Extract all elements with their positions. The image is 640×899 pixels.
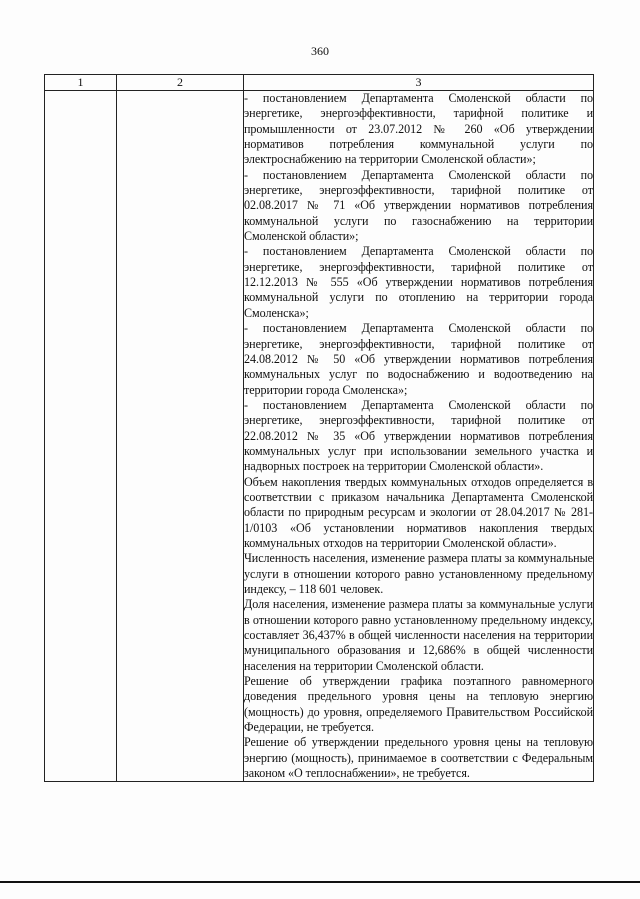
column-header-1: 1 [45,75,117,91]
paragraph-population-count: Численность населения, изменение размера платы за коммунальные услуги в отношении которого равно установленному предельному индексу, – 118 601 человек. [244,551,593,596]
content-cell [244,91,594,782]
column-header-2: 2 [117,75,244,91]
paragraph-heating-norms: - постановлением Департамента Смоленской области по энергетике, энергоэффективности, тарифной политике от 12.12.2013 № 555 «Об утверждении нормативов потребления коммунальной услуги по отоплению на территории города Смоленска»; [244,244,593,320]
bottom-rule [0,881,640,883]
page-number: 360 [311,44,329,58]
column-header-3: 3 [244,75,594,91]
paragraph-heat-price-schedule: Решение об утверждении графика поэтапного равномерного доведения предельного уровня цены на тепловую энергию (мощность) до уровня, определяемого Правительством Российской Федерации, не требуется. [244,674,593,735]
empty-cell-col-1 [45,91,117,782]
document-table [44,74,594,782]
paragraph-waste-volume: Объем накопления твердых коммунальных отходов определяется в соответствии с приказом начальника Департамента Смоленской области по природным ресурсам и экологии от 28.04.2017 № 281-1/0103 «Об установлении нормативов накопления твердых коммунальных отходов на территории Смоленской области». [244,474,593,550]
table-header-row [45,75,594,91]
paragraph-population-share: Доля населения, изменение размера платы за коммунальные услуги в отношении которого равно установленному предельному индексу, составляет 36,437% в общей численности населения на территории муниципального образования и 12,686% в общей численности населения на территории Смоленской области. [244,597,593,673]
paragraph-heat-price-limit: Решение об утверждении предельного уровня цены на тепловую энергию (мощность), принимаемое в соответствии с Федеральным законом «О теплоснабжении», не требуется. [244,735,593,781]
paragraph-water-norms: - постановлением Департамента Смоленской области по энергетике, энергоэффективности, тарифной политике от 24.08.2012 № 50 «Об утверждении нормативов потребления коммунальных услуг по водоснабжению и водоотведению на территории города Смоленска»; [244,321,593,397]
empty-cell-col-2 [117,91,244,782]
paragraph-gas-norms: - постановлением Департамента Смоленской области по энергетике, энергоэффективности, тарифной политике от 02.08.2017 № 71 «Об утверждении нормативов потребления коммунальной услуги по газоснабжению на территории Смоленской области»; [244,167,593,244]
table-row [45,91,594,782]
paragraph-land-plot-norms: - постановлением Департамента Смоленской области по энергетике, энергоэффективности, тарифной политике от 22.08.2012 № 35 «Об утверждении нормативов потребления коммунальных услуг при использовании земельного участка и надворных построек на территории Смоленской области». [244,397,593,474]
paragraph-electricity-norms: - постановлением Департамента Смоленской области по энергетике, энергоэффективности, тарифной политике и промышленности от 23.07.2012 № 260 «Об утверждении нормативов потребления коммунальной услуги по электроснабжению на территории Смоленской области»; [244,91,593,167]
